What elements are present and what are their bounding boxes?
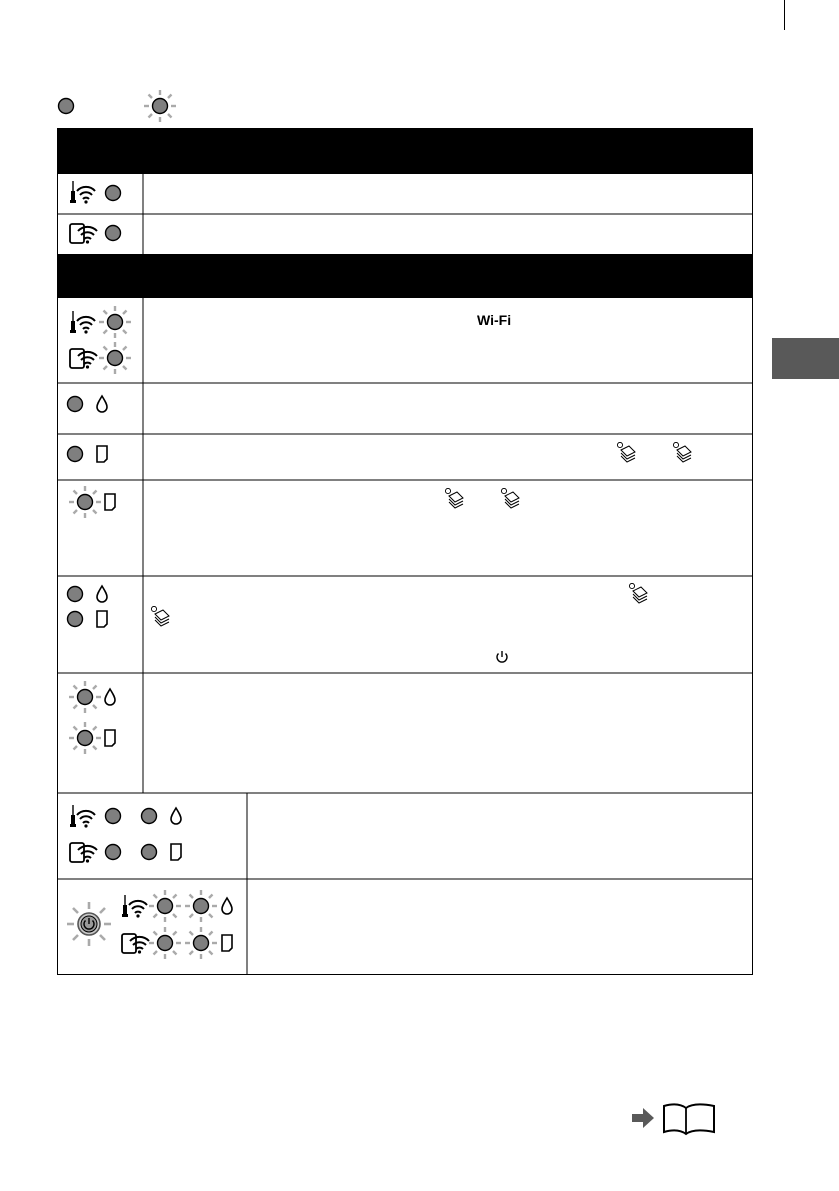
led-flashing-icon: [97, 304, 133, 340]
ink-drop-icon: [102, 687, 118, 707]
wifi-label: Wi-Fi: [477, 312, 512, 328]
led-off-icon: [139, 842, 159, 862]
paper-icon: [219, 933, 235, 953]
led-off-icon: [103, 806, 123, 826]
ink-drop-icon: [168, 806, 184, 826]
led-flashing-icon: [183, 925, 219, 961]
wifi-router-icon: [67, 802, 99, 830]
ink-reset-icon: [615, 442, 637, 464]
led-flashing-icon: [67, 679, 103, 715]
led-off-icon: [103, 223, 123, 243]
led-flashing-icon: [147, 888, 183, 924]
section-tab: [772, 338, 839, 379]
paper-icon: [94, 609, 110, 629]
led-flashing-icon: [147, 925, 183, 961]
arrow-right-icon: [632, 1108, 654, 1128]
power-button-flashing-icon: [65, 900, 113, 948]
paper-icon: [168, 842, 184, 862]
led-flashing-icon: [67, 720, 103, 756]
wifi-direct-icon: [67, 838, 99, 866]
led-off-icon: [56, 94, 80, 118]
led-off-icon: [65, 444, 85, 464]
ink-drop-icon: [219, 896, 235, 916]
paper-icon: [94, 444, 110, 464]
led-off-icon: [103, 183, 123, 203]
led-off-icon: [103, 842, 123, 862]
ink-reset-icon: [671, 442, 693, 464]
led-flashing-icon: [183, 888, 219, 924]
led-flashing-icon: [97, 340, 133, 376]
led-off-icon: [65, 394, 85, 414]
led-off-icon: [65, 609, 85, 629]
paper-icon: [102, 492, 118, 512]
status-table: [57, 128, 753, 975]
wifi-router-icon: [67, 308, 99, 336]
paper-icon: [102, 728, 118, 748]
wifi-router-icon: [67, 178, 99, 206]
led-flashing-icon: [140, 86, 180, 126]
wifi-direct-icon: [67, 219, 99, 247]
ink-reset-icon: [443, 488, 465, 510]
power-icon: [494, 648, 510, 664]
ink-drop-icon: [94, 394, 110, 414]
table-frame: [57, 128, 753, 975]
led-off-icon: [139, 806, 159, 826]
manual-book-icon: [630, 1100, 720, 1140]
ink-drop-icon: [94, 584, 110, 604]
ink-reset-icon: [149, 606, 171, 628]
led-off-icon: [65, 584, 85, 604]
legend: [56, 88, 256, 124]
ink-reset-icon: [499, 488, 521, 510]
wifi-direct-icon: [67, 344, 99, 372]
crop-mark: [784, 0, 785, 30]
led-flashing-icon: [67, 484, 103, 520]
ink-reset-icon: [627, 583, 649, 605]
